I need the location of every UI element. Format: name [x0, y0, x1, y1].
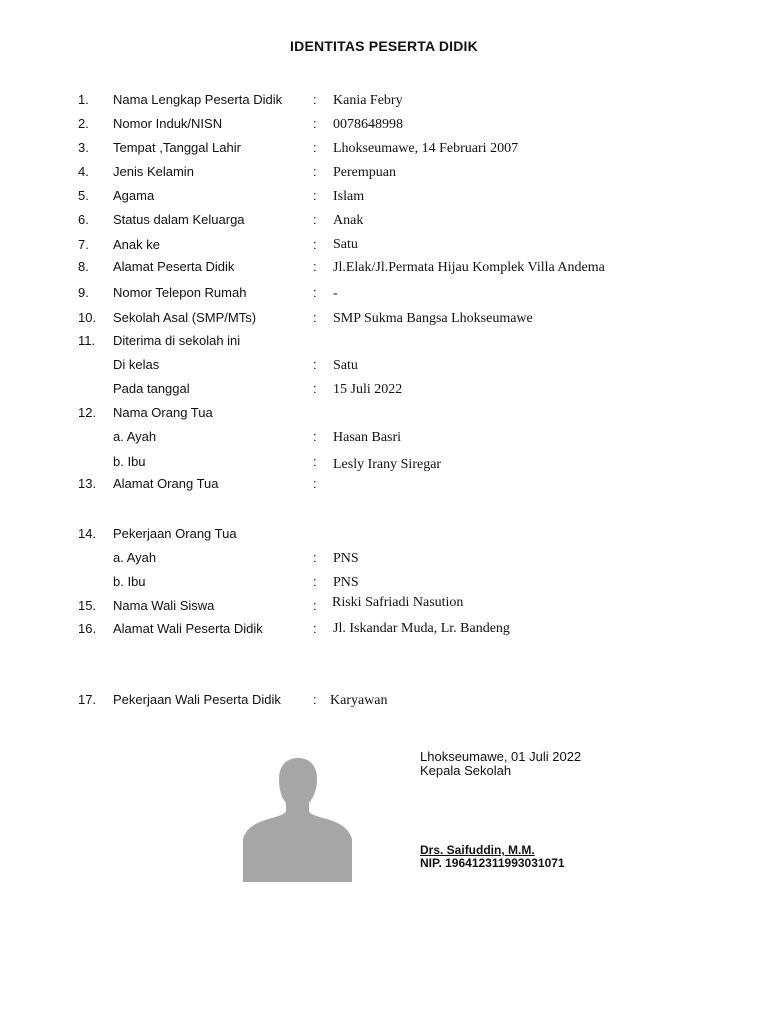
- field-value: Anak: [333, 213, 364, 228]
- field-colon: :: [313, 188, 317, 203]
- field-colon: :: [313, 550, 317, 565]
- field-label: Alamat Peserta Didik: [113, 259, 235, 274]
- field-value: Hasan Basri: [333, 430, 402, 445]
- field-label: Alamat Wali Peserta Didik: [113, 621, 263, 636]
- field-number: 12.: [78, 405, 97, 420]
- field-row-pekerjaan-wali: [0, 692, 768, 714]
- field-row-sekolah-asal: [0, 310, 768, 332]
- field-row-nama-wali: [0, 595, 768, 620]
- signature-position: Kepala Sekolah: [420, 763, 512, 778]
- field-number: 11.: [78, 333, 96, 348]
- field-label: Nama Wali Siswa: [113, 598, 215, 613]
- field-colon: :: [313, 285, 317, 300]
- field-colon: :: [313, 598, 317, 613]
- field-number: 15.: [78, 598, 97, 613]
- field-label: Pekerjaan Wali Peserta Didik: [113, 692, 281, 707]
- field-row-pada-tanggal: [0, 381, 768, 403]
- field-label: Nomor Induk/NISN: [113, 116, 223, 131]
- field-row-nama-lengkap: [0, 92, 768, 114]
- document-title: IDENTITAS PESERTA DIDIK: [290, 38, 478, 54]
- field-value: Satu: [333, 358, 358, 373]
- field-row-pekerjaan-ibu: [0, 574, 768, 596]
- field-number: 9.: [78, 285, 89, 300]
- field-number: 6.: [78, 212, 89, 227]
- field-label: Pekerjaan Orang Tua: [113, 526, 237, 541]
- field-colon: :: [313, 140, 317, 155]
- student-photo: [243, 743, 352, 882]
- field-label: Nomor Telepon Rumah: [113, 285, 247, 300]
- field-row-telepon-rumah: [0, 285, 768, 307]
- field-label: Nama Orang Tua: [113, 405, 213, 420]
- field-label: Alamat Orang Tua: [113, 476, 219, 491]
- field-value: Perempuan: [333, 165, 396, 180]
- signatory-name: [420, 843, 535, 857]
- field-number: 1.: [78, 92, 89, 107]
- field-label: a. Ayah: [113, 550, 157, 565]
- field-number: 3.: [78, 140, 89, 155]
- field-colon: :: [313, 116, 317, 131]
- signature-place-date: Lhokseumawe, 01 Juli 2022: [420, 749, 582, 764]
- field-colon: :: [313, 357, 317, 372]
- field-number: 17.: [78, 692, 97, 707]
- field-row-di-kelas: [0, 357, 768, 379]
- field-label: Agama: [113, 188, 155, 203]
- field-number: 14.: [78, 526, 97, 541]
- field-value: 15 Juli 2022: [333, 382, 403, 397]
- field-value: 0078648998: [333, 117, 403, 132]
- signatory-nip: [420, 856, 565, 870]
- field-label: a. Ayah: [113, 429, 157, 444]
- field-row-nomor-induk: [0, 116, 768, 138]
- field-row-agama: [0, 188, 768, 210]
- field-value: PNS: [333, 575, 359, 590]
- person-silhouette-icon: [243, 743, 352, 882]
- field-row-nama-orang-tua: [0, 405, 768, 427]
- field-row-alamat-peserta: [0, 259, 768, 281]
- field-row-status-keluarga: [0, 212, 768, 234]
- field-colon: :: [313, 164, 317, 179]
- field-label: Pada tanggal: [113, 381, 190, 396]
- field-row-anak-ke: [0, 237, 768, 259]
- field-value: -: [333, 286, 338, 301]
- field-value: Jl. Iskandar Muda, Lr. Bandeng: [333, 621, 510, 636]
- field-value: Kania Febry: [333, 93, 403, 108]
- field-row-diterima: [0, 333, 768, 355]
- field-row-alamat-orang-tua: [0, 476, 768, 498]
- field-number: 8.: [78, 259, 89, 274]
- field-value: Karyawan: [330, 693, 388, 708]
- field-label: b. Ibu: [113, 574, 146, 589]
- field-colon: :: [313, 574, 317, 589]
- field-colon: :: [313, 212, 317, 227]
- field-label: Tempat ,Tanggal Lahir: [113, 140, 241, 155]
- field-label: Nama Lengkap Peserta Didik: [113, 92, 283, 107]
- field-row-alamat-wali: [0, 621, 768, 643]
- field-number: 2.: [78, 116, 89, 131]
- field-number: 13.: [78, 476, 97, 491]
- field-number: 7.: [78, 237, 89, 252]
- field-number: 10.: [78, 310, 97, 325]
- field-label: Status dalam Keluarga: [113, 212, 245, 227]
- field-label: b. Ibu: [113, 454, 146, 469]
- field-value: Riski Safriadi Nasution: [332, 595, 464, 610]
- field-colon: :: [313, 692, 317, 707]
- field-colon: :: [313, 310, 317, 325]
- field-row-tempat-tanggal-lahir: [0, 140, 768, 162]
- signatory-nip-text: NIP. 196412311993031071: [420, 856, 565, 870]
- field-colon: :: [313, 259, 317, 274]
- field-colon: :: [313, 454, 317, 469]
- field-row-jenis-kelamin: [0, 164, 768, 186]
- field-value: SMP Sukma Bangsa Lhokseumawe: [333, 311, 533, 326]
- field-number: 16.: [78, 621, 97, 636]
- field-value: Satu: [333, 237, 358, 252]
- field-value: PNS: [333, 551, 359, 566]
- field-label: Anak ke: [113, 237, 160, 252]
- field-colon: :: [313, 237, 317, 252]
- field-colon: :: [313, 381, 317, 396]
- field-value: Jl.Elak/Jl.Permata Hijau Komplek Villa Andema: [333, 260, 605, 275]
- field-label: Di kelas: [113, 357, 160, 372]
- field-row-pekerjaan-orang-tua: [0, 526, 768, 548]
- field-number: 4.: [78, 164, 89, 179]
- signatory-name-text: Drs. Saifuddin, M.M.: [420, 843, 535, 857]
- field-row-pekerjaan-ayah: [0, 550, 768, 572]
- field-row-ibu: [0, 454, 768, 476]
- field-value: Lhokseumawe, 14 Februari 2007: [333, 141, 519, 156]
- field-label: Jenis Kelamin: [113, 164, 194, 179]
- field-number: 5.: [78, 188, 89, 203]
- field-colon: :: [313, 429, 317, 444]
- field-label: Sekolah Asal (SMP/MTs): [113, 310, 257, 325]
- field-colon: :: [313, 92, 317, 107]
- field-row-ayah: [0, 429, 768, 451]
- field-colon: :: [313, 621, 317, 636]
- field-colon: :: [313, 476, 317, 491]
- field-label: Diterima di sekolah ini: [113, 333, 241, 348]
- field-value: Lesly Irany Siregar: [333, 457, 442, 472]
- field-value: Islam: [333, 189, 365, 204]
